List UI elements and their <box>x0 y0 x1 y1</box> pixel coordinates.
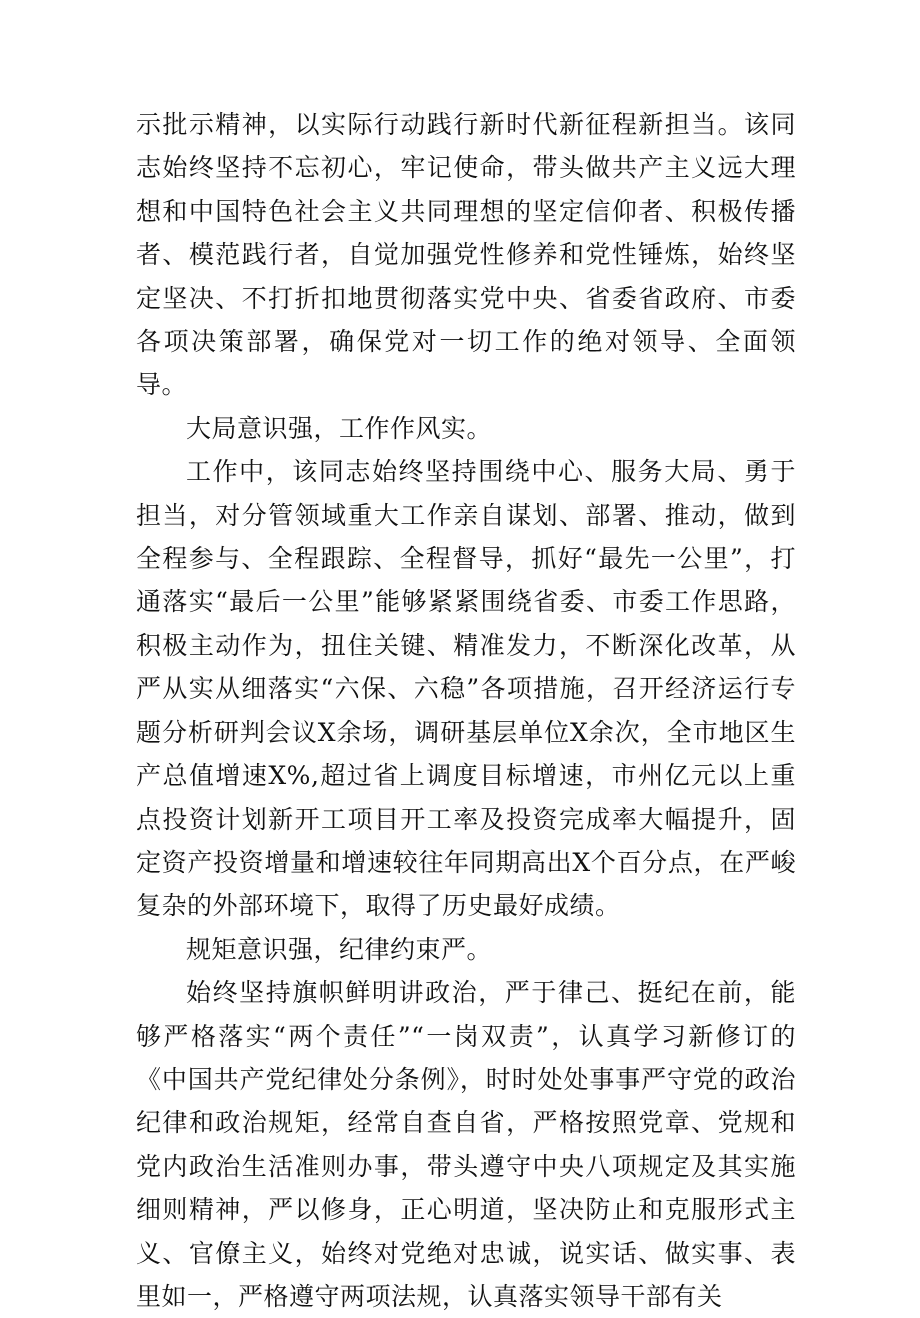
paragraph-continuation: 示批示精神，以实际行动践行新时代新征程新担当。该同志始终坚持不忘初心，牢记使命，带头做共产主义远大理想和中国特色社会主义共同理想的坚定信仰者、积极传播者、模范践行者，自觉加强党性修养和党性锤炼，始终坚定坚决、不打折扣地贯彻落实党中央、省委省政府、市委各项决策部署，确保党对一切工作的绝对领导、全面领导。 <box>136 110 796 400</box>
paragraph-discipline: 始终坚持旗帜鲜明讲政治，严于律己、挺纪在前，能够严格落实“两个责任”“一岗双责”，认真学习新修订的《中国共产党纪律处分条例》，时时处处事事严守党的政治纪律和政治规矩，经常自查自省，严格按照党章、党规和党内政治生活准则办事，带头遵守中央八项规定及其实施细则精神，严以修身，正心明道，坚决防止和克服形式主义、官僚主义，始终对党绝对忠诚，说实话、做实事、表里如一，严格遵守两项法规，认真落实领导干部有关 <box>136 978 796 1311</box>
section-heading-overall-awareness: 大局意识强，工作作风实。 <box>186 413 493 443</box>
document-page <box>136 103 796 1318</box>
paragraph-work-performance: 工作中，该同志始终坚持围绕中心、服务大局、勇于担当，对分管领域重大工作亲自谋划、部署、推动，做到全程参与、全程跟踪、全程督导，抓好“最先一公里”，打通落实“最后一公里”能够紧紧围绕省委、市委工作思路，积极主动作为，扭住关键、精准发力，不断深化改革，从严从实从细落实“六保、六稳”各项措施，召开经济运行专题分析研判会议X余场，调研基层单位X余次，全市地区生产总值增速X%,超过省上调度目标增速，市州亿元以上重点投资计划新开工项目开工率及投资完成率大幅提升，固定资产投资增量和增速较往年同期高出X个百分点，在严峻复杂的外部环境下，取得了历史最好成绩。 <box>136 457 796 921</box>
section-heading-rules-awareness: 规矩意识强，纪律约束严。 <box>186 934 493 964</box>
